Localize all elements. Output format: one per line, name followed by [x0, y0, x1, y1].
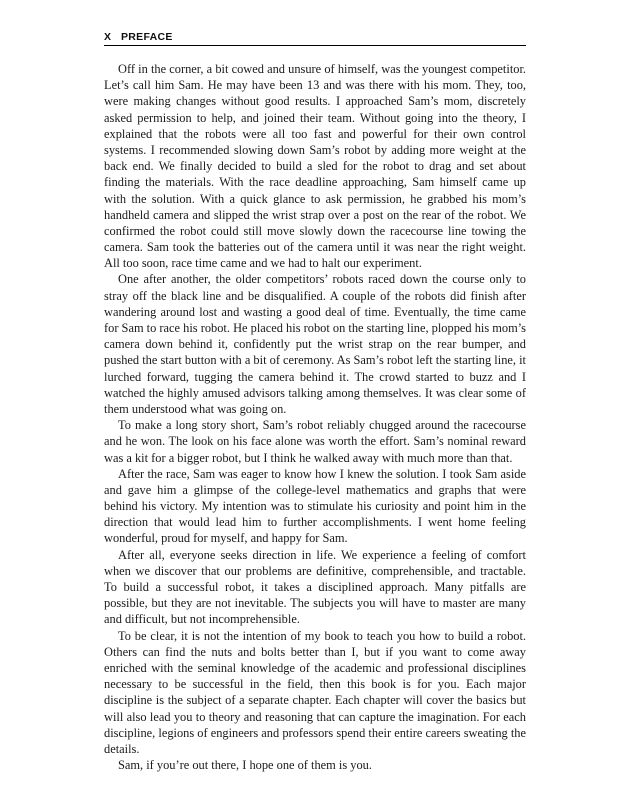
running-header [104, 29, 526, 46]
section-title: PREFACE [121, 31, 173, 43]
paragraph: After all, everyone seeks direction in life. We experience a feeling of comfort when we discover that our problems are definitive, comprehensible, and tractable. To build a successful robot, it takes a disciplined approach. Many pitfalls are possible, but they are not inevitable. The subjects you will have to master are many and difficult, but not incomprehensible. [104, 547, 526, 627]
paragraph: Off in the corner, a bit cowed and unsure of himself, was the youngest competitor. Let’s call him Sam. He may have been 13 and was there with his mom. They, too, were making changes without good results. I approached Sam’s mom, discretely asked permission to help, and joined their team. Without going into the theory, I explained that the robots were all too fast and powerful for their own control systems. I recommended slowing down Sam’s robot by adding more weight at the back end. We finally decided to build a sled for the robot to drag and set about finding the materials. With the race deadline approaching, Sam himself came up with the solution. With a quick glance to ask permission, he grabbed his mom’s handheld camera and slipped the wrist strap over a post on the rear of the robot. We confirmed the robot could still move slowly down the racecourse line towing the camera. Sam took the batteries out of the camera until it was near the right weight. All too soon, race time came and we had to halt our experiment. [104, 62, 526, 271]
paragraph: One after another, the older competitors’ robots raced down the course only to stray off the black line and be disqualified. A couple of the robots did finish after wandering around lost and wasting a good deal of time. Eventually, the time came for Sam to race his robot. He placed his robot on the starting line, plopped his mom’s camera down behind it, confidently put the wrist strap on the rear bumper, and pushed the start button with a bit of ceremony. As Sam’s robot left the starting line, it lurched forward, tugging the camera behind it. The crowd started to buzz and I watched the highly amused advisors talking among themselves. It was clear some of them understood what was going on. [104, 272, 526, 416]
paragraph: To be clear, it is not the intention of my book to teach you how to build a robot. Others can find the nuts and bolts better than I, but if you want to come away enriched with the seminal knowledge of the academic and professional disciplines necessary to be successful in the field, then this book is for you. Each major discipline is the subject of a separate chapter. Each chapter will cover the basics but will also lead you to theory and reasoning that can capture the imagination. For each discipline, legions of engineers and professors spend their entire careers sweating the details. [104, 628, 526, 756]
page-number: X [104, 31, 112, 43]
body-text [104, 61, 526, 773]
paragraph: Sam, if you’re out there, I hope one of them is you. [118, 758, 372, 773]
paragraph: After the race, Sam was eager to know how I knew the solution. I took Sam aside and gave him a glimpse of the college-level mathematics and graphs that were behind his victory. My intention was to stimulate his curiosity and point him in the direction that would lead him to further accomplishments. I went home feeling wonderful, proud for myself, and happy for Sam. [104, 466, 526, 546]
paragraph: To make a long story short, Sam’s robot reliably chugged around the racecourse and he won. The look on his face alone was worth the effort. Sam’s nominal reward was a kit for a bigger robot, but I think he walked away with much more than that. [104, 418, 526, 465]
